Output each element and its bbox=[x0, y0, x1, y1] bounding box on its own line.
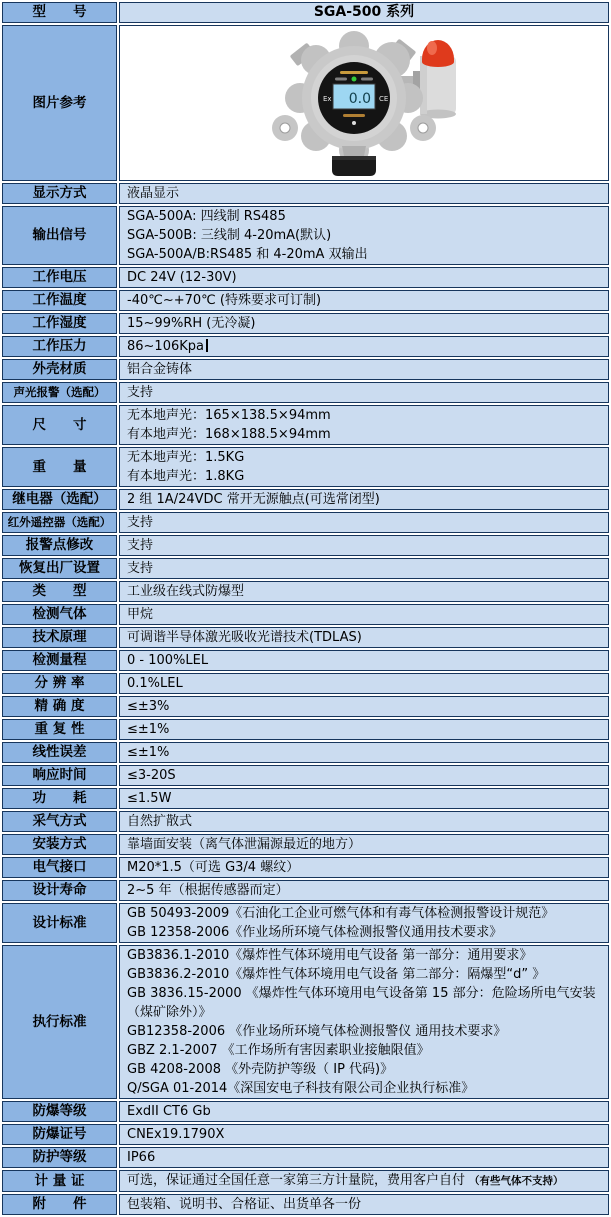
value-line bbox=[127, 291, 601, 310]
value-line bbox=[127, 207, 601, 226]
value-line bbox=[127, 984, 601, 1022]
value-text: 包装箱、说明书、合格证、出货单各一份 bbox=[127, 1197, 362, 1212]
row-value bbox=[119, 512, 609, 533]
value-line bbox=[127, 1125, 601, 1144]
row-label: 工作湿度 bbox=[2, 313, 117, 334]
row-value bbox=[119, 206, 609, 265]
spec-row bbox=[2, 405, 609, 445]
value-line bbox=[127, 946, 601, 965]
spec-row bbox=[2, 811, 609, 832]
value-text: GB 50493-2009《石油化工企业可燃气体和有毒气体检测报警设计规范》 bbox=[127, 906, 555, 921]
row-label: 线性误差 bbox=[2, 742, 117, 763]
row-value bbox=[119, 627, 609, 648]
spec-row bbox=[2, 857, 609, 878]
value-line bbox=[127, 559, 601, 578]
spec-row bbox=[2, 489, 609, 510]
value-text: 支持 bbox=[127, 538, 154, 553]
row-label: 分 辨 率 bbox=[2, 673, 117, 694]
value-text: GBZ 2.1-2007 《工作场所有害因素职业接触限值》 bbox=[127, 1043, 430, 1058]
value-line bbox=[127, 425, 601, 444]
spec-row bbox=[2, 581, 609, 602]
spec-row bbox=[2, 558, 609, 579]
row-value bbox=[119, 945, 609, 1099]
spec-row bbox=[2, 903, 609, 943]
value-line bbox=[127, 337, 601, 356]
status-led bbox=[351, 77, 356, 82]
value-text: ExdII CT6 Gb bbox=[127, 1104, 211, 1119]
row-value bbox=[119, 489, 609, 510]
row-value bbox=[119, 535, 609, 556]
value-line bbox=[127, 1171, 601, 1191]
beacon-cap bbox=[422, 40, 454, 67]
value-line bbox=[127, 605, 601, 624]
model-value: SGA-500 系列 bbox=[119, 2, 609, 23]
value-text: 有本地声光：168×188.5×94mm bbox=[127, 427, 331, 442]
row-label: 重 量 bbox=[2, 447, 117, 487]
row-label: 类 型 bbox=[2, 581, 117, 602]
value-text: 工业级在线式防爆型 bbox=[127, 584, 245, 599]
row-value bbox=[119, 336, 609, 357]
value-line bbox=[127, 1079, 601, 1098]
row-value bbox=[119, 834, 609, 855]
row-value bbox=[119, 696, 609, 717]
value-text: 支持 bbox=[127, 385, 154, 400]
spec-row bbox=[2, 742, 609, 763]
spec-row bbox=[2, 267, 609, 288]
face-title-text bbox=[340, 71, 368, 74]
spec-row bbox=[2, 650, 609, 671]
row-label: 执行标准 bbox=[2, 945, 117, 1099]
value-text: 无本地声光：1.5KG bbox=[127, 450, 245, 465]
row-value bbox=[119, 313, 609, 334]
value-text: ≤3-20S bbox=[127, 768, 176, 783]
row-label: 采气方式 bbox=[2, 811, 117, 832]
product-photo bbox=[267, 26, 462, 176]
row-label: 尺 寸 bbox=[2, 405, 117, 445]
value-text: 支持 bbox=[127, 515, 154, 530]
row-value bbox=[119, 719, 609, 740]
value-line bbox=[127, 383, 601, 402]
value-text: 甲烷 bbox=[127, 607, 154, 622]
spec-row bbox=[2, 765, 609, 786]
value-line bbox=[127, 766, 601, 785]
spec-row bbox=[2, 206, 609, 265]
value-text: 无本地声光：165×138.5×94mm bbox=[127, 408, 331, 423]
row-label: 防爆等级 bbox=[2, 1101, 117, 1122]
spec-row bbox=[2, 512, 609, 533]
spec-row bbox=[2, 535, 609, 556]
row-label: 设计标准 bbox=[2, 903, 117, 943]
ex-marking: Ex bbox=[322, 95, 332, 103]
model-row bbox=[2, 2, 609, 23]
spec-row bbox=[2, 719, 609, 740]
row-label: 防护等级 bbox=[2, 1147, 117, 1168]
value-line bbox=[127, 448, 601, 467]
row-value bbox=[119, 673, 609, 694]
spec-row bbox=[2, 696, 609, 717]
row-value bbox=[119, 1101, 609, 1122]
value-line bbox=[127, 965, 601, 984]
row-value bbox=[119, 267, 609, 288]
spec-row bbox=[2, 382, 609, 403]
value-text: IP66 bbox=[127, 1150, 156, 1165]
value-line bbox=[127, 406, 601, 425]
row-label: 防爆证号 bbox=[2, 1124, 117, 1145]
value-text: ≤±3% bbox=[127, 699, 170, 714]
model-label: 型 号 bbox=[2, 2, 117, 23]
row-value bbox=[119, 581, 609, 602]
row-value bbox=[119, 1147, 609, 1168]
value-text: SGA-500B: 三线制 4-20mA(默认) bbox=[127, 228, 332, 243]
row-value bbox=[119, 1124, 609, 1145]
row-label: 技术原理 bbox=[2, 627, 117, 648]
value-line bbox=[127, 226, 601, 245]
value-line bbox=[127, 490, 601, 509]
row-label: 红外遥控器（选配） bbox=[2, 512, 117, 533]
image-cell bbox=[119, 25, 609, 181]
spec-row bbox=[2, 183, 609, 204]
image-row bbox=[2, 25, 609, 181]
value-text: GB 3836.15-2000 《爆炸性气体环境用电气设备第 15 部分：危险场所电气安装（煤矿除外）》 bbox=[127, 986, 596, 1020]
row-value bbox=[119, 382, 609, 403]
row-label: 声光报警（选配） bbox=[2, 382, 117, 403]
text-caret bbox=[206, 339, 208, 352]
row-value bbox=[119, 857, 609, 878]
row-label: 报警点修改 bbox=[2, 535, 117, 556]
spec-row bbox=[2, 627, 609, 648]
sensor-neck bbox=[342, 146, 366, 156]
value-text: SGA-500A/B:RS485 和 4-20mA 双输出 bbox=[127, 247, 368, 262]
row-value bbox=[119, 405, 609, 445]
spec-row bbox=[2, 604, 609, 625]
value-line bbox=[127, 360, 601, 379]
spec-row bbox=[2, 336, 609, 357]
value-line bbox=[127, 184, 601, 203]
value-text: -40℃~+70℃ (特殊要求可订制) bbox=[127, 293, 322, 308]
row-label: 计 量 证 bbox=[2, 1170, 117, 1192]
value-text: GB3836.1-2010《爆炸性气体环境用电气设备 第一部分：通用要求》 bbox=[127, 948, 533, 963]
spec-row bbox=[2, 313, 609, 334]
spec-row bbox=[2, 1170, 609, 1192]
row-value bbox=[119, 604, 609, 625]
value-line bbox=[127, 881, 601, 900]
value-line bbox=[127, 858, 601, 877]
value-text: 靠墙面安装（离气体泄漏源最近的地方） bbox=[127, 837, 362, 852]
value-text: 铝合金铸体 bbox=[127, 362, 193, 377]
spec-row bbox=[2, 1124, 609, 1145]
value-line bbox=[127, 628, 601, 647]
value-text: 自然扩散式 bbox=[127, 814, 193, 829]
value-line bbox=[127, 1102, 601, 1121]
spec-row bbox=[2, 290, 609, 311]
row-value bbox=[119, 359, 609, 380]
value-text: GB 4208-2008 《外壳防护等级（ IP 代码)》 bbox=[127, 1062, 394, 1077]
spec-row bbox=[2, 1101, 609, 1122]
value-text: GB12358-2006 《作业场所环境气体检测报警仪 通用技术要求》 bbox=[127, 1024, 507, 1039]
value-line bbox=[127, 536, 601, 555]
value-text: GB3836.2-2010《爆炸性气体环境用电气设备 第二部分：隔爆型“d” 》 bbox=[127, 967, 546, 982]
value-text: DC 24V (12-30V) bbox=[127, 270, 237, 285]
value-text: M20*1.5（可选 G3/4 螺纹） bbox=[127, 860, 300, 875]
row-value bbox=[119, 903, 609, 943]
image-row-label: 图片参考 bbox=[2, 25, 117, 181]
value-text: Q/SGA 01-2014《深国安电子科技有限公司企业执行标准》 bbox=[127, 1081, 475, 1096]
value-line bbox=[127, 1060, 601, 1079]
value-text: 可调谐半导体激光吸收光谱技术(TDLAS) bbox=[127, 630, 362, 645]
ce-marking: CE bbox=[378, 95, 388, 103]
row-label: 响应时间 bbox=[2, 765, 117, 786]
row-value bbox=[119, 290, 609, 311]
spec-row bbox=[2, 788, 609, 809]
value-line bbox=[127, 513, 601, 532]
row-value bbox=[119, 558, 609, 579]
row-label: 工作温度 bbox=[2, 290, 117, 311]
spec-row bbox=[2, 359, 609, 380]
value-text: ≤±1% bbox=[127, 745, 170, 760]
value-text: 2 组 1A/24VDC 常开无源触点(可选常闭型) bbox=[127, 492, 380, 507]
value-text: 可选，保证通过全国任意一家第三方计量院，费用客户自付 bbox=[127, 1173, 466, 1188]
value-line bbox=[127, 697, 601, 716]
value-text: SGA-500A: 四线制 RS485 bbox=[127, 209, 286, 224]
value-line bbox=[127, 743, 601, 762]
value-line bbox=[127, 582, 601, 601]
row-value bbox=[119, 1170, 609, 1192]
row-label: 继电器（选配） bbox=[2, 489, 117, 510]
spec-row bbox=[2, 945, 609, 1099]
row-value bbox=[119, 447, 609, 487]
value-line bbox=[127, 467, 601, 486]
row-label: 安装方式 bbox=[2, 834, 117, 855]
value-text: ≤1.5W bbox=[127, 791, 172, 806]
row-label: 附 件 bbox=[2, 1194, 117, 1215]
value-line bbox=[127, 789, 601, 808]
row-value bbox=[119, 788, 609, 809]
row-value bbox=[119, 742, 609, 763]
row-value bbox=[119, 811, 609, 832]
value-text: 0 - 100%LEL bbox=[127, 653, 209, 668]
row-value bbox=[119, 765, 609, 786]
row-label: 检测气体 bbox=[2, 604, 117, 625]
value-text: GB 12358-2006《作业场所环境气体检测报警仪通用技术要求》 bbox=[127, 925, 503, 940]
value-line bbox=[127, 1148, 601, 1167]
row-label: 电气接口 bbox=[2, 857, 117, 878]
value-line bbox=[127, 835, 601, 854]
row-label: 功 耗 bbox=[2, 788, 117, 809]
row-value bbox=[119, 880, 609, 901]
value-line bbox=[127, 720, 601, 739]
row-label: 外壳材质 bbox=[2, 359, 117, 380]
spec-row bbox=[2, 1147, 609, 1168]
lcd-reading-text: 0.0 bbox=[348, 91, 371, 107]
value-text: 有本地声光：1.8KG bbox=[127, 469, 245, 484]
row-label: 重 复 性 bbox=[2, 719, 117, 740]
metering-note: （有些气体不支持） bbox=[469, 1175, 564, 1187]
value-line bbox=[127, 268, 601, 287]
spec-row bbox=[2, 834, 609, 855]
value-line bbox=[127, 923, 601, 942]
value-line bbox=[127, 314, 601, 333]
value-line bbox=[127, 651, 601, 670]
value-text: 2~5 年（根据传感器而定） bbox=[127, 883, 289, 898]
value-line bbox=[127, 1022, 601, 1041]
spec-row bbox=[2, 880, 609, 901]
row-label: 工作电压 bbox=[2, 267, 117, 288]
row-label: 显示方式 bbox=[2, 183, 117, 204]
row-label: 检测量程 bbox=[2, 650, 117, 671]
value-line bbox=[127, 904, 601, 923]
row-label: 输出信号 bbox=[2, 206, 117, 265]
value-line bbox=[127, 674, 601, 693]
row-label: 工作压力 bbox=[2, 336, 117, 357]
row-value bbox=[119, 183, 609, 204]
value-line bbox=[127, 245, 601, 264]
value-line bbox=[127, 812, 601, 831]
value-text: 液晶显示 bbox=[127, 186, 180, 201]
row-label: 恢复出厂设置 bbox=[2, 558, 117, 579]
value-text: CNEx19.1790X bbox=[127, 1127, 225, 1142]
row-label: 精 确 度 bbox=[2, 696, 117, 717]
row-label: 设计寿命 bbox=[2, 880, 117, 901]
spec-row bbox=[2, 447, 609, 487]
spec-row bbox=[2, 673, 609, 694]
value-text: 86~106Kpa bbox=[127, 339, 204, 354]
value-text: ≤±1% bbox=[127, 722, 170, 737]
value-text: 支持 bbox=[127, 561, 154, 576]
row-value bbox=[119, 650, 609, 671]
value-line bbox=[127, 1041, 601, 1060]
value-text: 0.1%LEL bbox=[127, 676, 183, 691]
value-text: 15~99%RH (无冷凝) bbox=[127, 316, 256, 331]
